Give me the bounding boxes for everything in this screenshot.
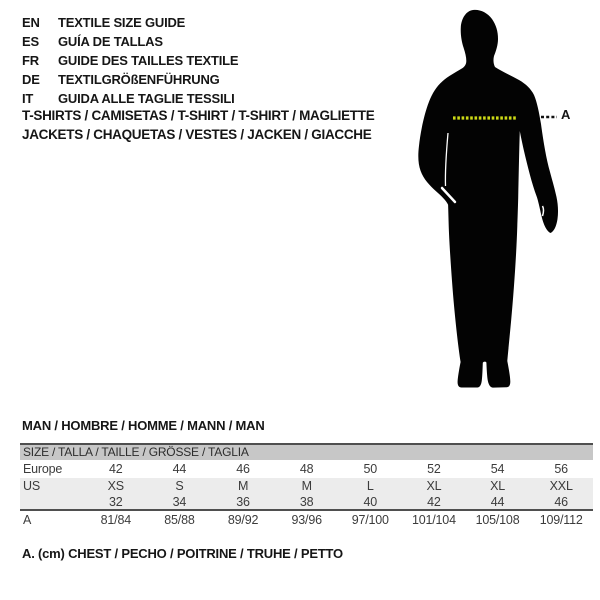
table-cell: M: [301, 479, 312, 493]
language-code: EN: [22, 15, 40, 30]
table-cell: 44: [172, 462, 187, 476]
language-row-de: [22, 70, 238, 89]
table-cell: 34: [172, 494, 187, 509]
language-code: ES: [22, 34, 39, 49]
table-cell: M: [237, 479, 249, 493]
table-cell: 46: [554, 494, 568, 509]
language-label: TEXTILE SIZE GUIDE: [58, 15, 186, 30]
table-cell: 42: [109, 462, 123, 476]
category-list: [22, 106, 374, 144]
language-list: [22, 13, 238, 108]
table-cell: 97/100: [351, 513, 389, 527]
language-label: GUIDA ALLE TAGLIE TESSILI: [58, 91, 235, 106]
table-row-europe: [20, 460, 593, 478]
table-row-us: [20, 478, 593, 494]
table-cell: 40: [363, 494, 378, 509]
table-row-numeric: [20, 494, 593, 509]
table-row-chest: [20, 511, 593, 529]
language-row-fr: [22, 51, 238, 70]
size-table: [20, 443, 593, 529]
table-cell: 56: [554, 462, 568, 476]
measurement-footnote: A. (cm) CHEST / PECHO / POITRINE / TRUHE / PETTO: [22, 546, 343, 561]
table-cell: 38: [299, 494, 314, 509]
size-table-header: SIZE / TALLA / TAILLE / GRÖSSE / TAGLIA: [20, 443, 593, 460]
table-cell: 44: [490, 494, 505, 509]
table-cell: XS: [107, 479, 124, 493]
language-code: FR: [22, 53, 39, 68]
table-cell: XL: [490, 479, 505, 493]
table-cell: 101/104: [412, 513, 456, 527]
language-code: DE: [22, 72, 40, 87]
table-cell: 36: [236, 494, 250, 509]
row-label: A: [23, 513, 32, 527]
table-cell: 81/84: [100, 513, 131, 527]
table-cell: 89/92: [227, 513, 259, 527]
measurement-label-a: A: [561, 107, 571, 122]
size-figure: [398, 0, 600, 400]
table-cell: 48: [299, 462, 314, 476]
table-cell: 93/96: [291, 513, 322, 527]
table-cell: XXL: [549, 479, 573, 493]
language-row-es: [22, 32, 238, 51]
row-label: Europe: [23, 462, 63, 476]
language-row-en: [22, 13, 238, 32]
language-label: GUIDE DES TAILLES TEXTILE: [58, 53, 239, 68]
table-cell: 42: [427, 494, 441, 509]
table-cell: 32: [109, 494, 123, 509]
table-cell: 50: [363, 462, 378, 476]
table-cell: L: [366, 479, 374, 493]
language-code: IT: [22, 91, 34, 106]
man-silhouette: [398, 0, 600, 400]
language-label: GUÍA DE TALLAS: [58, 34, 163, 49]
table-cell: 52: [427, 462, 441, 476]
man-silhouette-path: [418, 10, 558, 388]
section-title-man: MAN / HOMBRE / HOMME / MANN / MAN: [22, 418, 265, 433]
table-cell: 109/112: [539, 513, 583, 527]
language-label: TEXTILGRÖßENFÜHRUNG: [58, 72, 220, 87]
table-cell: 54: [490, 462, 505, 476]
table-cell: S: [175, 479, 184, 493]
table-cell: XL: [426, 479, 442, 493]
category-tshirts: T-SHIRTS / CAMISETAS / T-SHIRT / T-SHIRT / MAGLIETTE: [22, 108, 375, 123]
category-jackets: JACKETS / CHAQUETAS / VESTES / JACKEN / GIACCHE: [22, 127, 372, 142]
row-label: US: [23, 479, 40, 493]
table-cell: 105/108: [475, 513, 520, 527]
table-cell: 46: [236, 462, 250, 476]
table-cell: 85/88: [164, 513, 195, 527]
